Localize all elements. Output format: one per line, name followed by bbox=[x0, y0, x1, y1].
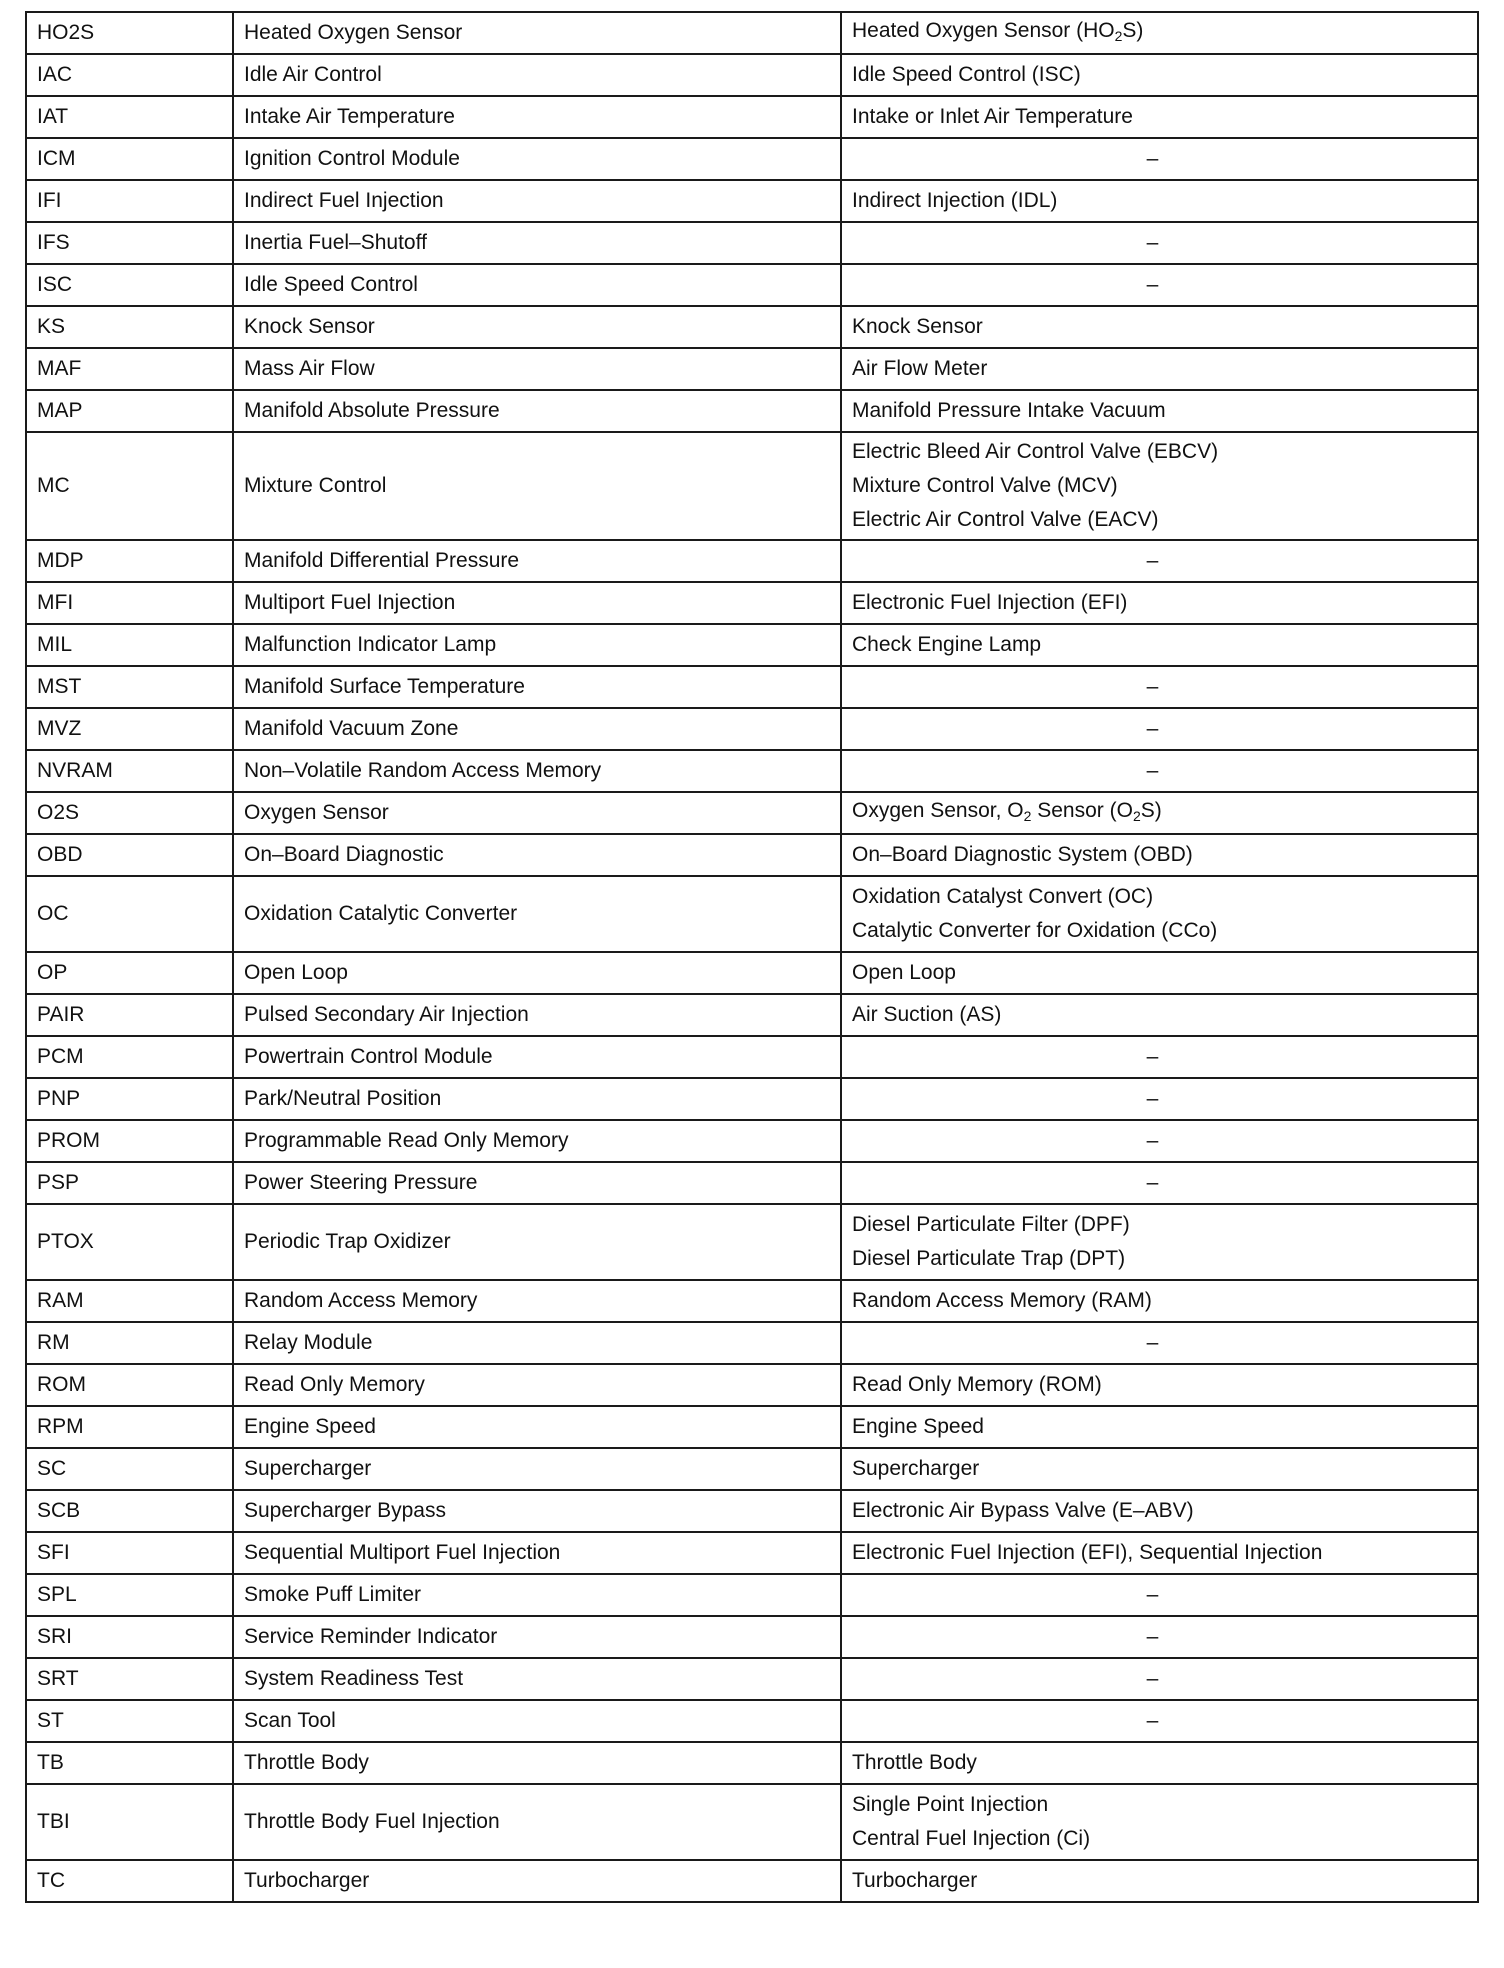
table-row bbox=[26, 1204, 1478, 1280]
alternate-term-cell bbox=[841, 834, 1478, 876]
alternate-term-cell bbox=[841, 96, 1478, 138]
abbreviation-cell: TBI bbox=[26, 1784, 233, 1860]
alternate-term-cell bbox=[841, 264, 1478, 306]
alternate-term-cell bbox=[841, 952, 1478, 994]
table-row bbox=[26, 1490, 1478, 1532]
alternate-term-line: Central Fuel Injection (Ci) bbox=[852, 1827, 1091, 1850]
table-row bbox=[26, 750, 1478, 792]
abbreviation-cell: ICM bbox=[26, 138, 233, 180]
term-cell: Scan Tool bbox=[233, 1700, 841, 1742]
table-row bbox=[26, 1616, 1478, 1658]
alternate-term-line: Single Point Injection bbox=[852, 1793, 1049, 1816]
term-cell: Engine Speed bbox=[233, 1406, 841, 1448]
term-cell: Knock Sensor bbox=[233, 306, 841, 348]
term-cell: Idle Air Control bbox=[233, 54, 841, 96]
table-row bbox=[26, 1574, 1478, 1616]
alternate-term-cell bbox=[841, 222, 1478, 264]
abbreviation-cell: OBD bbox=[26, 834, 233, 876]
empty-dash: – bbox=[1146, 1667, 1159, 1690]
alternate-term-cell bbox=[841, 666, 1478, 708]
alternate-term-line: Mixture Control Valve (MCV) bbox=[852, 474, 1118, 497]
abbreviation-cell: MAF bbox=[26, 348, 233, 390]
table-body bbox=[26, 12, 1478, 1902]
table-row bbox=[26, 582, 1478, 624]
subscript-text: 2 bbox=[1023, 807, 1032, 824]
abbreviation-cell: SFI bbox=[26, 1532, 233, 1574]
alternate-term-cell bbox=[841, 1574, 1478, 1616]
alternate-term-line: Catalytic Converter for Oxidation (CCo) bbox=[852, 919, 1218, 942]
alternate-term-line: Oxidation Catalyst Convert (OC) bbox=[852, 885, 1154, 908]
alternate-term-text: S) bbox=[1122, 18, 1144, 42]
abbreviation-cell: OP bbox=[26, 952, 233, 994]
alternate-term-line bbox=[852, 19, 1143, 42]
term-cell: Service Reminder Indicator bbox=[233, 1616, 841, 1658]
term-cell: System Readiness Test bbox=[233, 1658, 841, 1700]
alternate-term-line: Throttle Body bbox=[852, 1751, 977, 1774]
alternate-term-line: Electric Bleed Air Control Valve (EBCV) bbox=[852, 440, 1219, 463]
table-row bbox=[26, 994, 1478, 1036]
abbreviation-cell: ISC bbox=[26, 264, 233, 306]
abbreviation-cell: RAM bbox=[26, 1280, 233, 1322]
alternate-term-line: Electronic Fuel Injection (EFI) bbox=[852, 591, 1128, 614]
alternate-term-line: On–Board Diagnostic System (OBD) bbox=[852, 843, 1193, 866]
empty-dash: – bbox=[1146, 147, 1159, 170]
empty-dash: – bbox=[1146, 549, 1159, 572]
alternate-term-cell bbox=[841, 1616, 1478, 1658]
alternate-term-cell bbox=[841, 876, 1478, 952]
alternate-term-line: Turbocharger bbox=[852, 1869, 978, 1892]
term-cell: Non–Volatile Random Access Memory bbox=[233, 750, 841, 792]
term-cell: Malfunction Indicator Lamp bbox=[233, 624, 841, 666]
table-row bbox=[26, 1120, 1478, 1162]
alternate-term-text: Sensor (O bbox=[1031, 798, 1133, 822]
empty-dash: – bbox=[1146, 1129, 1159, 1152]
alternate-term-cell bbox=[841, 138, 1478, 180]
abbreviation-cell: MST bbox=[26, 666, 233, 708]
abbreviation-cell: MVZ bbox=[26, 708, 233, 750]
term-cell: Turbocharger bbox=[233, 1860, 841, 1902]
alternate-term-cell bbox=[841, 1162, 1478, 1204]
alternate-term-cell bbox=[841, 306, 1478, 348]
term-cell: Ignition Control Module bbox=[233, 138, 841, 180]
table-row bbox=[26, 180, 1478, 222]
alternate-term-cell bbox=[841, 1532, 1478, 1574]
alternate-term-line: Random Access Memory (RAM) bbox=[852, 1289, 1152, 1312]
abbreviation-cell: PCM bbox=[26, 1036, 233, 1078]
abbreviation-cell: MFI bbox=[26, 582, 233, 624]
alternate-term-cell bbox=[841, 1120, 1478, 1162]
alternate-term-cell bbox=[841, 1700, 1478, 1742]
term-cell: Manifold Vacuum Zone bbox=[233, 708, 841, 750]
alternate-term-text: S) bbox=[1140, 798, 1162, 822]
alternate-term-cell bbox=[841, 624, 1478, 666]
alternate-term-cell bbox=[841, 582, 1478, 624]
alternate-term-cell bbox=[841, 1860, 1478, 1902]
term-cell: Indirect Fuel Injection bbox=[233, 180, 841, 222]
term-cell: Oxidation Catalytic Converter bbox=[233, 876, 841, 952]
alternate-term-cell bbox=[841, 750, 1478, 792]
abbreviation-cell: OC bbox=[26, 876, 233, 952]
alternate-term-line: Air Suction (AS) bbox=[852, 1003, 1002, 1026]
abbreviation-cell: O2S bbox=[26, 792, 233, 834]
table-row bbox=[26, 1532, 1478, 1574]
table-row bbox=[26, 834, 1478, 876]
alternate-term-cell bbox=[841, 994, 1478, 1036]
alternate-term-cell bbox=[841, 432, 1478, 540]
table-row bbox=[26, 1448, 1478, 1490]
abbreviation-cell: PAIR bbox=[26, 994, 233, 1036]
term-cell: Read Only Memory bbox=[233, 1364, 841, 1406]
abbreviation-cell: SPL bbox=[26, 1574, 233, 1616]
term-cell: Manifold Differential Pressure bbox=[233, 540, 841, 582]
table-row bbox=[26, 96, 1478, 138]
abbreviation-cell: NVRAM bbox=[26, 750, 233, 792]
subscript-text: 2 bbox=[1114, 27, 1123, 44]
alternate-term-cell bbox=[841, 1406, 1478, 1448]
table-row bbox=[26, 792, 1478, 834]
table-row bbox=[26, 348, 1478, 390]
table-row bbox=[26, 1036, 1478, 1078]
alternate-term-line: Supercharger bbox=[852, 1457, 980, 1480]
alternate-term-cell bbox=[841, 390, 1478, 432]
table-row bbox=[26, 1162, 1478, 1204]
alternate-term-cell bbox=[841, 180, 1478, 222]
empty-dash: – bbox=[1146, 273, 1159, 296]
term-cell: Park/Neutral Position bbox=[233, 1078, 841, 1120]
table-row bbox=[26, 222, 1478, 264]
subscript-text: 2 bbox=[1132, 807, 1141, 824]
empty-dash: – bbox=[1146, 1625, 1159, 1648]
abbreviation-cell: PROM bbox=[26, 1120, 233, 1162]
table-row bbox=[26, 952, 1478, 994]
term-cell: Periodic Trap Oxidizer bbox=[233, 1204, 841, 1280]
table-row bbox=[26, 1078, 1478, 1120]
term-cell: Supercharger bbox=[233, 1448, 841, 1490]
term-cell: Smoke Puff Limiter bbox=[233, 1574, 841, 1616]
table-row bbox=[26, 54, 1478, 96]
term-cell: Multiport Fuel Injection bbox=[233, 582, 841, 624]
term-cell: Programmable Read Only Memory bbox=[233, 1120, 841, 1162]
alternate-term-cell bbox=[841, 540, 1478, 582]
alternate-term-cell bbox=[841, 1490, 1478, 1532]
abbreviation-cell: SRI bbox=[26, 1616, 233, 1658]
abbreviation-cell: MDP bbox=[26, 540, 233, 582]
abbreviation-cell: TB bbox=[26, 1742, 233, 1784]
abbreviation-cell: PSP bbox=[26, 1162, 233, 1204]
alternate-term-cell bbox=[841, 1204, 1478, 1280]
abbreviation-cell: RM bbox=[26, 1322, 233, 1364]
empty-dash: – bbox=[1146, 1583, 1159, 1606]
alternate-term-line: Open Loop bbox=[852, 961, 956, 984]
table-row bbox=[26, 432, 1478, 540]
abbreviation-cell: SC bbox=[26, 1448, 233, 1490]
alternate-term-cell bbox=[841, 792, 1478, 834]
term-cell: Intake Air Temperature bbox=[233, 96, 841, 138]
empty-dash: – bbox=[1146, 1171, 1159, 1194]
table-row bbox=[26, 1784, 1478, 1860]
term-cell: Manifold Absolute Pressure bbox=[233, 390, 841, 432]
table-row bbox=[26, 1364, 1478, 1406]
abbreviation-cell: HO2S bbox=[26, 12, 233, 54]
alternate-term-cell bbox=[841, 12, 1478, 54]
alternate-term-line: Electronic Fuel Injection (EFI), Sequential Injection bbox=[852, 1541, 1323, 1564]
alternate-term-line: Check Engine Lamp bbox=[852, 633, 1042, 656]
alternate-term-cell bbox=[841, 1078, 1478, 1120]
abbreviation-cell: TC bbox=[26, 1860, 233, 1902]
table-row bbox=[26, 876, 1478, 952]
term-cell: Powertrain Control Module bbox=[233, 1036, 841, 1078]
table-row bbox=[26, 708, 1478, 750]
table-row bbox=[26, 1700, 1478, 1742]
alternate-term-cell bbox=[841, 1036, 1478, 1078]
term-cell: Oxygen Sensor bbox=[233, 792, 841, 834]
table-row bbox=[26, 138, 1478, 180]
abbreviation-cell: PTOX bbox=[26, 1204, 233, 1280]
alternate-term-cell bbox=[841, 1658, 1478, 1700]
term-cell: Heated Oxygen Sensor bbox=[233, 12, 841, 54]
alternate-term-cell bbox=[841, 1280, 1478, 1322]
abbreviation-cell: IFS bbox=[26, 222, 233, 264]
abbreviation-cell: RPM bbox=[26, 1406, 233, 1448]
term-cell: Mixture Control bbox=[233, 432, 841, 540]
abbreviation-cell: IAC bbox=[26, 54, 233, 96]
empty-dash: – bbox=[1146, 1331, 1159, 1354]
term-cell: Manifold Surface Temperature bbox=[233, 666, 841, 708]
table-row bbox=[26, 666, 1478, 708]
term-cell: Power Steering Pressure bbox=[233, 1162, 841, 1204]
alternate-term-line: Air Flow Meter bbox=[852, 357, 988, 380]
abbreviation-cell: SCB bbox=[26, 1490, 233, 1532]
alternate-term-line: Idle Speed Control (ISC) bbox=[852, 63, 1081, 86]
term-cell: Inertia Fuel–Shutoff bbox=[233, 222, 841, 264]
abbreviation-cell: SRT bbox=[26, 1658, 233, 1700]
abbreviation-table bbox=[25, 11, 1479, 1903]
alternate-term-cell bbox=[841, 348, 1478, 390]
alternate-term-line: Engine Speed bbox=[852, 1415, 984, 1438]
table-row bbox=[26, 1658, 1478, 1700]
term-cell: Supercharger Bypass bbox=[233, 1490, 841, 1532]
table-row bbox=[26, 12, 1478, 54]
alternate-term-line: Electric Air Control Valve (EACV) bbox=[852, 508, 1159, 531]
term-cell: Pulsed Secondary Air Injection bbox=[233, 994, 841, 1036]
abbreviation-cell: MAP bbox=[26, 390, 233, 432]
term-cell: Random Access Memory bbox=[233, 1280, 841, 1322]
term-cell: Open Loop bbox=[233, 952, 841, 994]
alternate-term-line: Diesel Particulate Filter (DPF) bbox=[852, 1213, 1130, 1236]
table-row bbox=[26, 306, 1478, 348]
alternate-term-line: Knock Sensor bbox=[852, 315, 983, 338]
empty-dash: – bbox=[1146, 717, 1159, 740]
alternate-term-line bbox=[852, 799, 1162, 822]
empty-dash: – bbox=[1146, 1087, 1159, 1110]
term-cell: Mass Air Flow bbox=[233, 348, 841, 390]
table-row bbox=[26, 624, 1478, 666]
term-cell: Relay Module bbox=[233, 1322, 841, 1364]
alternate-term-line: Diesel Particulate Trap (DPT) bbox=[852, 1247, 1126, 1270]
abbreviation-cell: KS bbox=[26, 306, 233, 348]
alternate-term-cell bbox=[841, 1322, 1478, 1364]
empty-dash: – bbox=[1146, 675, 1159, 698]
abbreviation-cell: PNP bbox=[26, 1078, 233, 1120]
term-cell: Idle Speed Control bbox=[233, 264, 841, 306]
alternate-term-line: Electronic Air Bypass Valve (E–ABV) bbox=[852, 1499, 1194, 1522]
table-row bbox=[26, 390, 1478, 432]
table-row bbox=[26, 1406, 1478, 1448]
empty-dash: – bbox=[1146, 231, 1159, 254]
table-row bbox=[26, 540, 1478, 582]
abbreviation-cell: MC bbox=[26, 432, 233, 540]
alternate-term-cell bbox=[841, 1448, 1478, 1490]
term-cell: On–Board Diagnostic bbox=[233, 834, 841, 876]
alternate-term-line: Manifold Pressure Intake Vacuum bbox=[852, 399, 1166, 422]
alternate-term-cell bbox=[841, 1742, 1478, 1784]
alternate-term-cell bbox=[841, 54, 1478, 96]
alternate-term-text: Heated Oxygen Sensor (HO bbox=[852, 18, 1115, 42]
alternate-term-cell bbox=[841, 1784, 1478, 1860]
abbreviation-cell: IFI bbox=[26, 180, 233, 222]
term-cell: Sequential Multiport Fuel Injection bbox=[233, 1532, 841, 1574]
abbreviation-cell: ST bbox=[26, 1700, 233, 1742]
abbreviation-cell: IAT bbox=[26, 96, 233, 138]
term-cell: Throttle Body bbox=[233, 1742, 841, 1784]
empty-dash: – bbox=[1146, 1709, 1159, 1732]
term-cell: Throttle Body Fuel Injection bbox=[233, 1784, 841, 1860]
alternate-term-cell bbox=[841, 1364, 1478, 1406]
alternate-term-line: Read Only Memory (ROM) bbox=[852, 1373, 1102, 1396]
alternate-term-line: Intake or Inlet Air Temperature bbox=[852, 105, 1133, 128]
alternate-term-cell bbox=[841, 708, 1478, 750]
alternate-term-text: Oxygen Sensor, O bbox=[852, 798, 1024, 822]
table-row bbox=[26, 1860, 1478, 1902]
table-row bbox=[26, 1322, 1478, 1364]
alternate-term-line: Indirect Injection (IDL) bbox=[852, 189, 1058, 212]
table-row bbox=[26, 1280, 1478, 1322]
abbreviation-cell: ROM bbox=[26, 1364, 233, 1406]
table-row bbox=[26, 264, 1478, 306]
abbreviation-cell: MIL bbox=[26, 624, 233, 666]
table-row bbox=[26, 1742, 1478, 1784]
empty-dash: – bbox=[1146, 759, 1159, 782]
empty-dash: – bbox=[1146, 1045, 1159, 1068]
